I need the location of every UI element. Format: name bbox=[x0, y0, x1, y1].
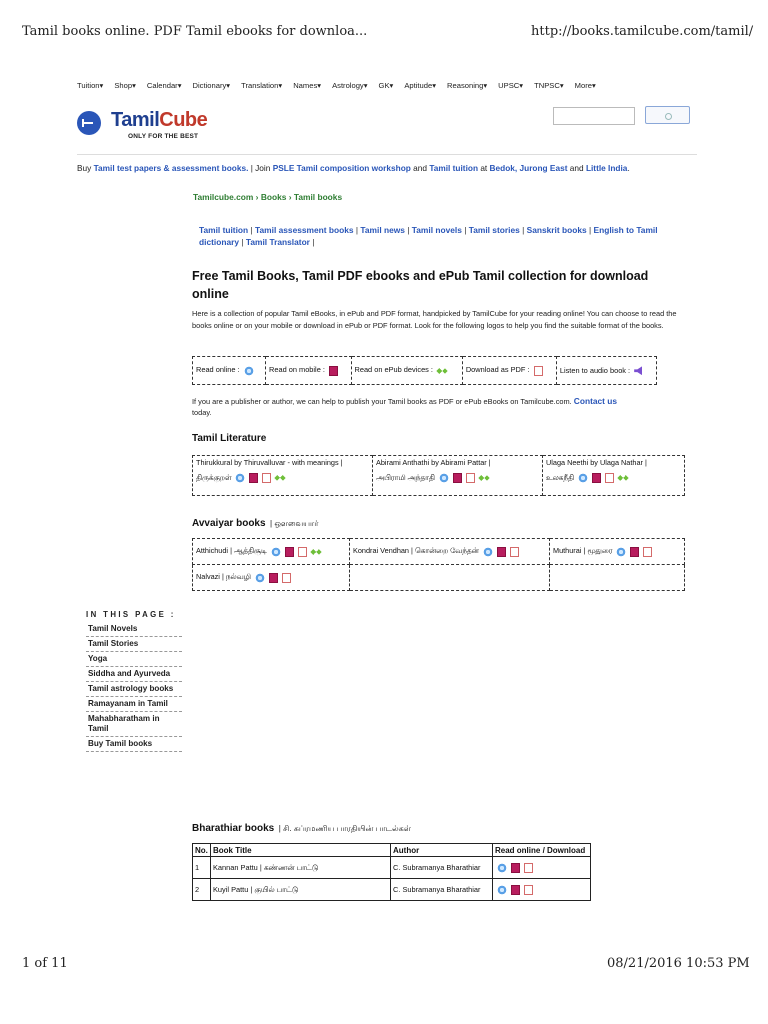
quicklink-tamil-news[interactable]: Tamil news bbox=[360, 225, 405, 235]
quicklink-sanskrit-books[interactable]: Sanskrit books bbox=[526, 225, 587, 235]
nav-item-aptitude[interactable]: Aptitude▾ bbox=[404, 81, 437, 90]
promo-at-text: at bbox=[478, 163, 490, 173]
promo-join-text: | Join bbox=[248, 163, 273, 173]
quick-links: Tamil tuition | Tamil assessment books | Tamil news | Tamil novels | Tamil stories | Sanskrit books | English to Tamil dictionary | Tamil Translator | bbox=[199, 225, 658, 247]
row-author: C. Subramanya Bharathiar bbox=[391, 879, 493, 901]
logo-part-cube: Cube bbox=[159, 109, 208, 131]
page-title: Free Tamil Books, Tamil PDF ebooks and ePub Tamil collection for download online bbox=[192, 269, 649, 301]
pdf-download-icon[interactable] bbox=[524, 885, 533, 895]
header-divider bbox=[77, 154, 697, 155]
bharathiar-table bbox=[192, 843, 591, 901]
row-actions bbox=[493, 857, 591, 879]
read-online-icon[interactable] bbox=[616, 547, 626, 557]
breadcrumb-tamil-books[interactable]: Tamil books bbox=[293, 192, 343, 202]
pdf-download-icon[interactable] bbox=[298, 547, 307, 557]
mobile-icon bbox=[329, 366, 338, 376]
epub-download-icon[interactable] bbox=[275, 472, 286, 483]
sidebar-item-siddha[interactable]: Siddha and Ayurveda bbox=[86, 667, 182, 682]
nav-item-dictionary[interactable]: Dictionary▾ bbox=[192, 81, 231, 90]
book-title-ulaga-neethi[interactable]: Ulaga Neethi by Ulaga Nathar | bbox=[546, 458, 647, 467]
sidebar-item-tamil-novels[interactable]: Tamil Novels bbox=[86, 622, 182, 637]
promo-buy-text: Buy bbox=[77, 163, 92, 173]
search-button[interactable] bbox=[645, 106, 690, 124]
table-row bbox=[193, 857, 591, 879]
read-online-icon[interactable] bbox=[271, 547, 281, 557]
avvaiyar-table bbox=[192, 538, 685, 591]
empty-cell bbox=[350, 565, 550, 591]
print-page-title: Tamil books online. PDF Tamil ebooks for downloa... bbox=[22, 24, 368, 39]
read-mobile-icon[interactable] bbox=[285, 547, 294, 557]
quicklink-translator[interactable]: Tamil Translator bbox=[245, 237, 310, 247]
book-title-abirami-tamil[interactable]: அபிராமி அந்தாதி bbox=[376, 473, 435, 482]
book-title-nalvazi[interactable]: Nalvazi | நல்வழி bbox=[196, 572, 251, 582]
read-online-icon[interactable] bbox=[497, 885, 507, 895]
print-page-number: 1 of 11 bbox=[22, 956, 68, 971]
breadcrumb-separator: › bbox=[253, 192, 261, 202]
book-cell-atthichudi bbox=[193, 539, 350, 565]
read-online-icon[interactable] bbox=[235, 473, 245, 483]
link-composition-workshop[interactable]: PSLE Tamil composition workshop bbox=[272, 163, 411, 173]
pdf-download-icon[interactable] bbox=[605, 473, 614, 483]
sidebar-item-astrology[interactable]: Tamil astrology books bbox=[86, 682, 182, 697]
sidebar-item-yoga[interactable]: Yoga bbox=[86, 652, 182, 667]
logo-wordmark[interactable] bbox=[111, 109, 207, 132]
column-header-no: No. bbox=[193, 844, 211, 857]
in-this-page-heading: IN THIS PAGE : bbox=[86, 610, 176, 619]
legend-download-pdf-label: Download as PDF : bbox=[465, 365, 530, 375]
read-online-icon[interactable] bbox=[255, 573, 265, 583]
legend-read-online-label: Read online : bbox=[196, 365, 240, 375]
column-header-author: Author bbox=[391, 844, 493, 857]
table-header-row bbox=[193, 844, 591, 857]
book-cell-muthurai bbox=[550, 539, 685, 565]
sidebar-item-tamil-stories[interactable]: Tamil Stories bbox=[86, 637, 182, 652]
read-online-icon[interactable] bbox=[578, 473, 588, 483]
bharathiar-heading bbox=[192, 818, 411, 836]
nav-item-translation[interactable]: Translation▾ bbox=[241, 81, 283, 90]
breadcrumb-books[interactable]: Books bbox=[260, 192, 287, 202]
book-title-atthichudi[interactable]: Atthichudi | ஆத்திசூடி bbox=[196, 546, 267, 556]
nav-item-tnpsc[interactable]: TNPSC▾ bbox=[534, 81, 564, 90]
epub-icon bbox=[436, 365, 447, 376]
read-mobile-icon[interactable] bbox=[511, 885, 520, 895]
book-title-kondrai-vendhan[interactable]: Kondrai Vendhan | கொன்றை வேந்தன் bbox=[353, 546, 479, 556]
nav-item-gk[interactable]: GK▾ bbox=[378, 81, 394, 90]
nav-item-reasoning[interactable]: Reasoning▾ bbox=[447, 81, 488, 90]
book-cell-kondrai-vendhan bbox=[350, 539, 550, 565]
breadcrumb-separator: › bbox=[286, 192, 294, 202]
publish-tail: today. bbox=[192, 408, 212, 417]
pdf-download-icon[interactable] bbox=[510, 547, 519, 557]
quicklink-tamil-stories[interactable]: Tamil stories bbox=[468, 225, 520, 235]
promo-bar bbox=[77, 163, 630, 173]
book-title-abirami[interactable]: Abirami Anthathi by Abirami Pattar | bbox=[376, 458, 491, 467]
read-mobile-icon[interactable] bbox=[630, 547, 639, 557]
bharathiar-heading-text: Bharathiar books bbox=[192, 823, 275, 834]
link-bedok-jurong[interactable]: Bedok, Jurong East bbox=[489, 163, 568, 173]
top-nav bbox=[77, 81, 607, 90]
print-page-url: http://books.tamilcube.com/tamil/ bbox=[531, 24, 754, 39]
column-header-title: Book Title bbox=[211, 844, 391, 857]
promo-and-text-2: and bbox=[567, 163, 586, 173]
read-online-icon[interactable] bbox=[439, 473, 449, 483]
book-cell-thirukkural bbox=[193, 456, 373, 496]
nav-item-tuition[interactable]: Tuition▾ bbox=[77, 81, 104, 90]
avvaiyar-heading-text: Avvaiyar books bbox=[192, 518, 266, 529]
row-actions bbox=[493, 879, 591, 901]
nav-item-calendar[interactable]: Calendar▾ bbox=[146, 81, 182, 90]
epub-download-icon[interactable] bbox=[478, 472, 489, 483]
book-cell-nalvazi bbox=[193, 565, 350, 591]
row-author: C. Subramanya Bharathiar bbox=[391, 857, 493, 879]
read-mobile-icon[interactable] bbox=[453, 473, 462, 483]
promo-end: . bbox=[627, 163, 630, 173]
sidebar-item-mahabharatham[interactable]: Mahabharatham in Tamil bbox=[86, 712, 182, 737]
bharathiar-heading-tamil: | சி. சுப்ரமணிய பாரதியின் பாடல்கள் bbox=[278, 824, 411, 833]
nav-item-upsc[interactable]: UPSC▾ bbox=[498, 81, 524, 90]
epub-download-icon[interactable] bbox=[310, 546, 321, 557]
format-legend bbox=[192, 356, 657, 385]
logo-tagline: ONLY FOR THE BEST bbox=[128, 133, 199, 140]
pdf-download-icon[interactable] bbox=[262, 473, 271, 483]
avvaiyar-heading bbox=[192, 513, 318, 531]
pdf-download-icon[interactable] bbox=[466, 473, 475, 483]
tamilcube-logo-icon[interactable] bbox=[77, 111, 101, 135]
avvaiyar-heading-tamil: | ஔவையார் bbox=[270, 519, 319, 528]
legend-audio bbox=[556, 357, 656, 385]
book-cell-ulaga-neethi bbox=[543, 456, 685, 496]
promo-and-text: and bbox=[410, 163, 430, 173]
legend-read-online bbox=[193, 357, 266, 385]
epub-download-icon[interactable] bbox=[617, 472, 628, 483]
row-book-title[interactable]: Kuyil Pattu | குயில் பாட்டு bbox=[211, 879, 391, 901]
print-datetime: 08/21/2016 10:53 PM bbox=[607, 956, 750, 971]
tamil-literature-heading: Tamil Literature bbox=[192, 433, 267, 444]
legend-read-epub bbox=[351, 357, 462, 385]
quicklink-dictionary[interactable]: English to Tamil dictionary bbox=[199, 225, 658, 247]
pdf-download-icon[interactable] bbox=[643, 547, 652, 557]
quicklink-tamil-tuition[interactable]: Tamil tuition bbox=[199, 225, 249, 235]
breadcrumb-home[interactable]: Tamilcube.com bbox=[193, 192, 254, 202]
book-title-muthurai[interactable]: Muthurai | மூதுரை bbox=[553, 546, 613, 556]
book-title-thirukkural[interactable]: Thirukkural by Thiruvalluvar - with meanings | bbox=[196, 458, 343, 467]
read-mobile-icon[interactable] bbox=[497, 547, 506, 557]
read-online-icon[interactable] bbox=[497, 863, 507, 873]
read-mobile-icon[interactable] bbox=[249, 473, 258, 483]
read-online-icon[interactable] bbox=[483, 547, 493, 557]
table-row bbox=[193, 879, 591, 901]
publish-note bbox=[192, 396, 687, 418]
legend-read-epub-label: Read on ePub devices : bbox=[354, 365, 433, 375]
quicklink-assessment-books[interactable]: Tamil assessment books bbox=[255, 225, 354, 235]
legend-read-mobile-label: Read on mobile : bbox=[269, 365, 325, 375]
legend-download-pdf bbox=[462, 357, 556, 385]
globe-icon bbox=[244, 366, 254, 376]
row-number: 2 bbox=[193, 879, 211, 901]
column-header-read-download: Read online / Download bbox=[493, 844, 591, 857]
legend-read-mobile bbox=[266, 357, 351, 385]
in-this-page-list bbox=[86, 622, 182, 752]
read-mobile-icon[interactable] bbox=[269, 573, 278, 583]
nav-item-astrology[interactable]: Astrology▾ bbox=[332, 81, 368, 90]
book-title-thirukkural-tamil[interactable]: திருக்குறள் bbox=[196, 473, 232, 482]
empty-cell bbox=[550, 565, 685, 591]
pdf-icon bbox=[534, 366, 543, 376]
nav-item-shop[interactable]: Shop▾ bbox=[114, 81, 136, 90]
read-mobile-icon[interactable] bbox=[592, 473, 601, 483]
intro-paragraph: Here is a collection of popular Tamil eBooks, in ePub and PDF format, handpicked by TamilCube for your reading online! You can choose to read the books online or on your mobile or download in ePub or PDF format. Look for the following logos to help you find the suitable format of the books. bbox=[192, 309, 677, 330]
pdf-download-icon[interactable] bbox=[524, 863, 533, 873]
search-input[interactable] bbox=[553, 107, 635, 125]
read-mobile-icon[interactable] bbox=[511, 863, 520, 873]
speaker-icon bbox=[634, 366, 642, 375]
nav-item-more[interactable]: More▾ bbox=[574, 81, 596, 90]
link-little-india[interactable]: Little India bbox=[585, 163, 628, 173]
tamil-literature-table bbox=[192, 455, 685, 496]
book-cell-abirami bbox=[373, 456, 543, 496]
contact-us-link[interactable]: Contact us bbox=[573, 396, 618, 406]
row-book-title[interactable]: Kannan Pattu | கண்ணன் பாட்டு bbox=[211, 857, 391, 879]
nav-item-names[interactable]: Names▾ bbox=[293, 81, 322, 90]
quicklink-tamil-novels[interactable]: Tamil novels bbox=[411, 225, 462, 235]
row-number: 1 bbox=[193, 857, 211, 879]
pdf-download-icon[interactable] bbox=[282, 573, 291, 583]
sidebar-item-buy-books[interactable]: Buy Tamil books bbox=[86, 737, 182, 752]
link-tamil-tuition[interactable]: Tamil tuition bbox=[429, 163, 479, 173]
logo-part-tamil: Tamil bbox=[111, 109, 160, 131]
publish-text: If you are a publisher or author, we can help to publish your Tamil books as PDF or ePub eBooks on Tamilcube.com. bbox=[192, 397, 572, 406]
legend-audio-label: Listen to audio book : bbox=[559, 365, 631, 375]
breadcrumb bbox=[193, 192, 342, 202]
book-title-ulaga-neethi-tamil[interactable]: உலகநீதி bbox=[546, 473, 574, 482]
sidebar-item-ramayanam[interactable]: Ramayanam in Tamil bbox=[86, 697, 182, 712]
link-test-papers[interactable]: Tamil test papers & assessment books. bbox=[93, 163, 249, 173]
